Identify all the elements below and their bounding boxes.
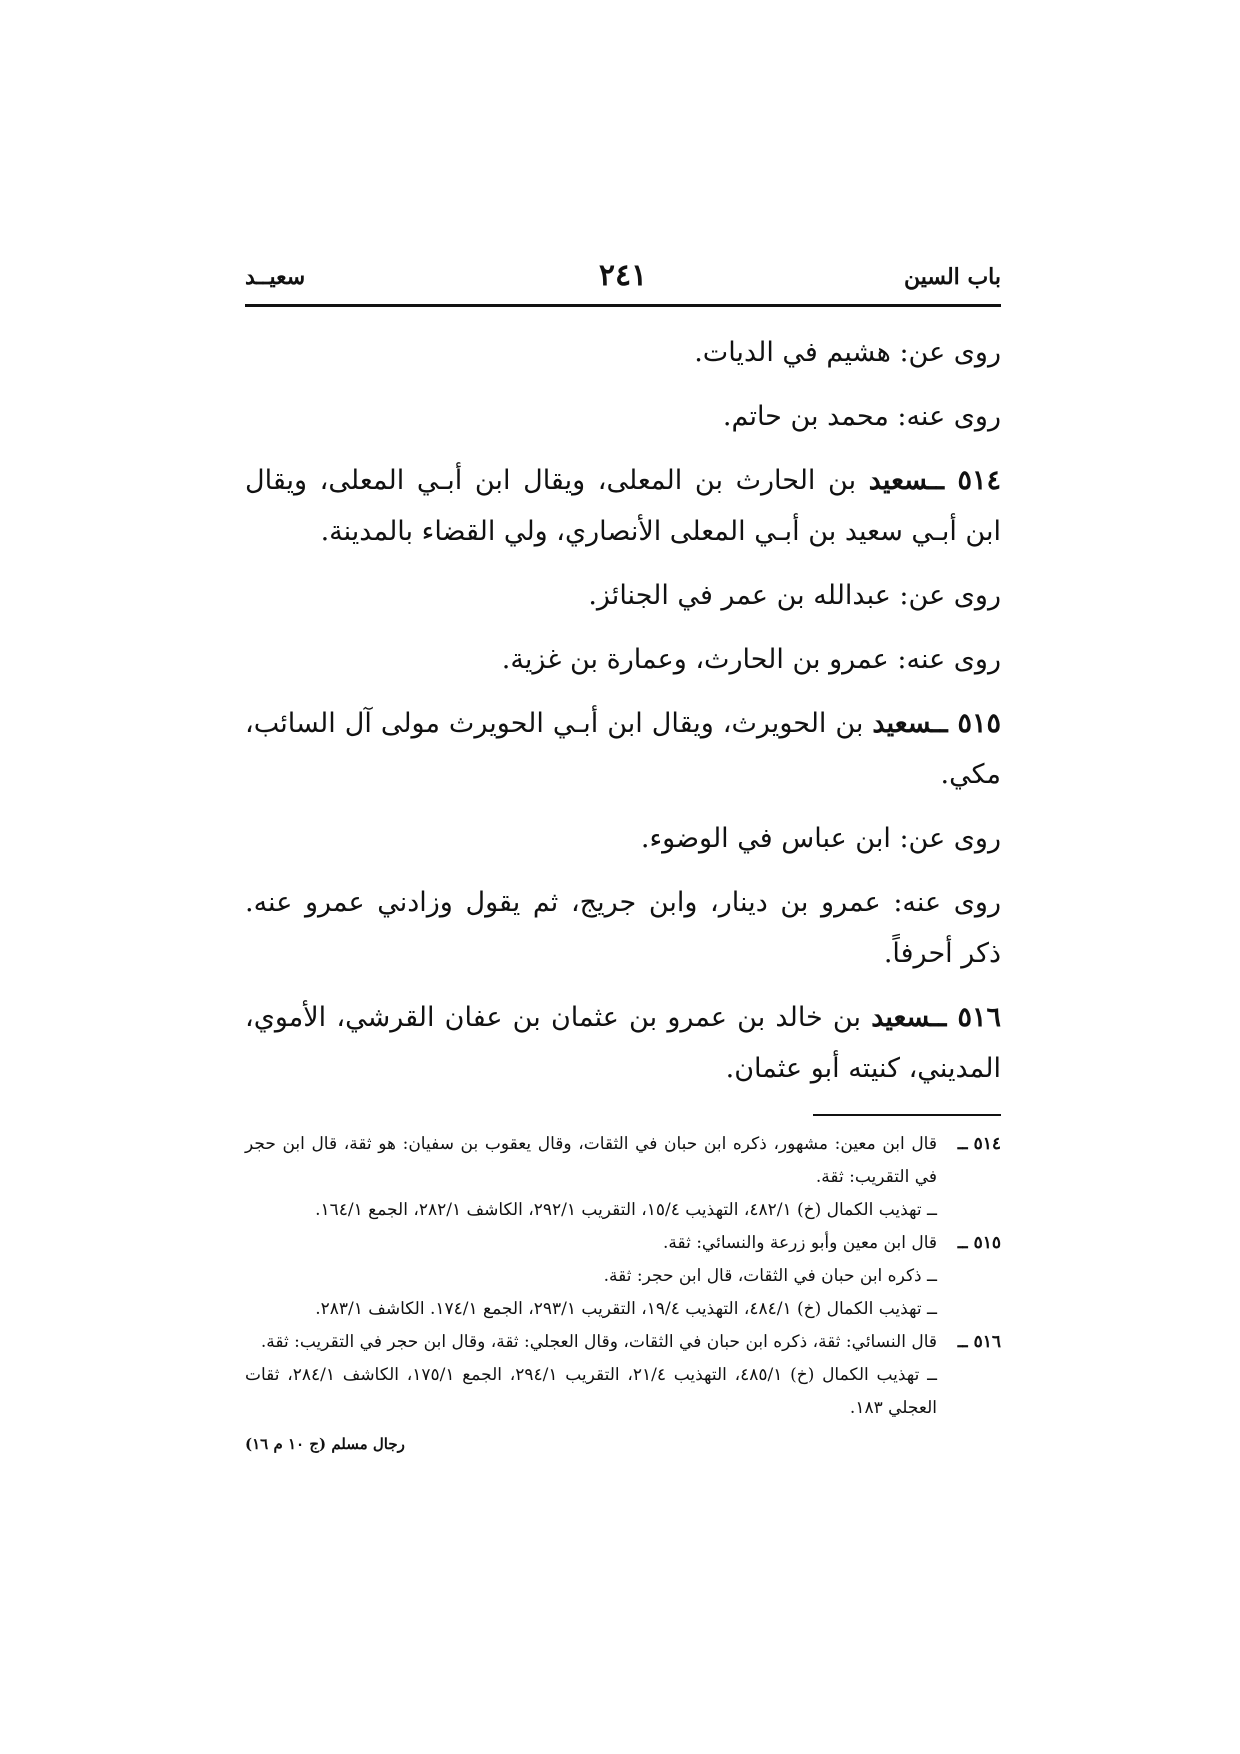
entry-name: سعيد [871, 1002, 931, 1033]
entry-text: بن الحويرث، ويقال ابن أبـي الحويرث مولى آل السائب، مكي. [245, 708, 1001, 790]
main-text [245, 327, 1001, 1094]
footnotes [245, 1128, 1001, 1425]
footnote-515 [245, 1227, 1001, 1326]
footnote-number: ٥١٥ ــ [957, 1233, 1001, 1253]
footnote-line: ــ تهذيب الكمال (خ) ٤٨٤/١، التهذيب ١٩/٤، التقريب ٢٩٣/١، الجمع ١٧٤/١. الكاشف ٢٨٣/١. [315, 1299, 937, 1319]
entry-number: ٥١٤ ــ [928, 465, 1001, 496]
narration-from-line: روى عن: هشيم في الديات. [694, 337, 1001, 368]
footnote-body [245, 1128, 937, 1227]
footnote-line: ــ تهذيب الكمال (خ) ٤٨٥/١، التهذيب ٢١/٤، التقريب ٢٩٤/١، الجمع ١٧٥/١، الكاشف ٢٨٤/١، ثقات العجلي ١٨٣. [245, 1365, 938, 1418]
entry-516 [245, 992, 1001, 1094]
narration-by-line: روى عنه: عمرو بن الحارث، وعمارة بن غزية. [501, 644, 1001, 675]
footnote-body [245, 1326, 937, 1425]
footnote-number: ٥١٦ ــ [957, 1332, 1001, 1352]
chapter-title: باب السين [903, 264, 1001, 290]
entry-number: ٥١٦ ــ [930, 1002, 1001, 1033]
section-keyword: سعيــد [245, 264, 306, 290]
running-header [245, 258, 1001, 307]
footnote-line: قال النسائي: ثقة، ذكره ابن حبان في الثقات، وقال العجلي: ثقة، وقال ابن حجر في التقريب: ثقة. [260, 1332, 937, 1352]
narration-from-line: روى عن: عبدالله بن عمر في الجنائز. [588, 580, 1001, 611]
printer-signature: رجال مسلم (ج ١٠ م ١٦) [245, 1435, 405, 1453]
entry-name: سعيد [868, 465, 929, 496]
entry-text: بن الحارث بن المعلى، ويقال ابن أبـي المعلى، ويقال ابن أبـي سعيد بن أبـي المعلى الأنصاري، ولي القضاء بالمدينة. [245, 465, 1001, 547]
footnote-516 [245, 1326, 1001, 1425]
narration-from-line: روى عن: ابن عباس في الوضوء. [640, 823, 1001, 854]
footnote-514 [245, 1128, 1001, 1227]
footnote-number: ٥١٤ ــ [957, 1134, 1001, 1154]
footnote-line: قال ابن معين وأبو زرعة والنسائي: ثقة. [662, 1233, 937, 1253]
page-number: ٢٤١ [598, 258, 648, 293]
book-page [245, 258, 1001, 1453]
entry-text: بن خالد بن عمرو بن عثمان بن عفان القرشي، الأموي، المديني، كنيته أبو عثمان. [245, 1002, 1001, 1084]
entry-514 [245, 455, 1001, 557]
footnote-separator [813, 1114, 1001, 1116]
footnote-line: قال ابن معين: مشهور، ذكره ابن حبان في الثقات، وقال يعقوب بن سفيان: هو ثقة، قال ابن حجر في التقريب: ثقة. [245, 1134, 937, 1187]
narration-by-line: روى عنه: عمرو بن دينار، وابن جريج، ثم يقول وزادني عمرو عنه. ذكر أحرفاً. [245, 887, 1001, 969]
footnote-line: ــ تهذيب الكمال (خ) ٤٨٢/١، التهذيب ١٥/٤، التقريب ٢٩٢/١، الكاشف ٢٨٢/١، الجمع ١٦٤/١. [315, 1200, 937, 1220]
entry-number: ٥١٥ ــ [931, 708, 1001, 739]
entry-515 [245, 698, 1001, 800]
footnote-line: ــ ذكره ابن حبان في الثقات، قال ابن حجر: ثقة. [603, 1266, 937, 1286]
narration-by-line: روى عنه: محمد بن حاتم. [722, 401, 1001, 432]
entry-name: سعيد [872, 708, 932, 739]
footnote-body [245, 1227, 937, 1326]
